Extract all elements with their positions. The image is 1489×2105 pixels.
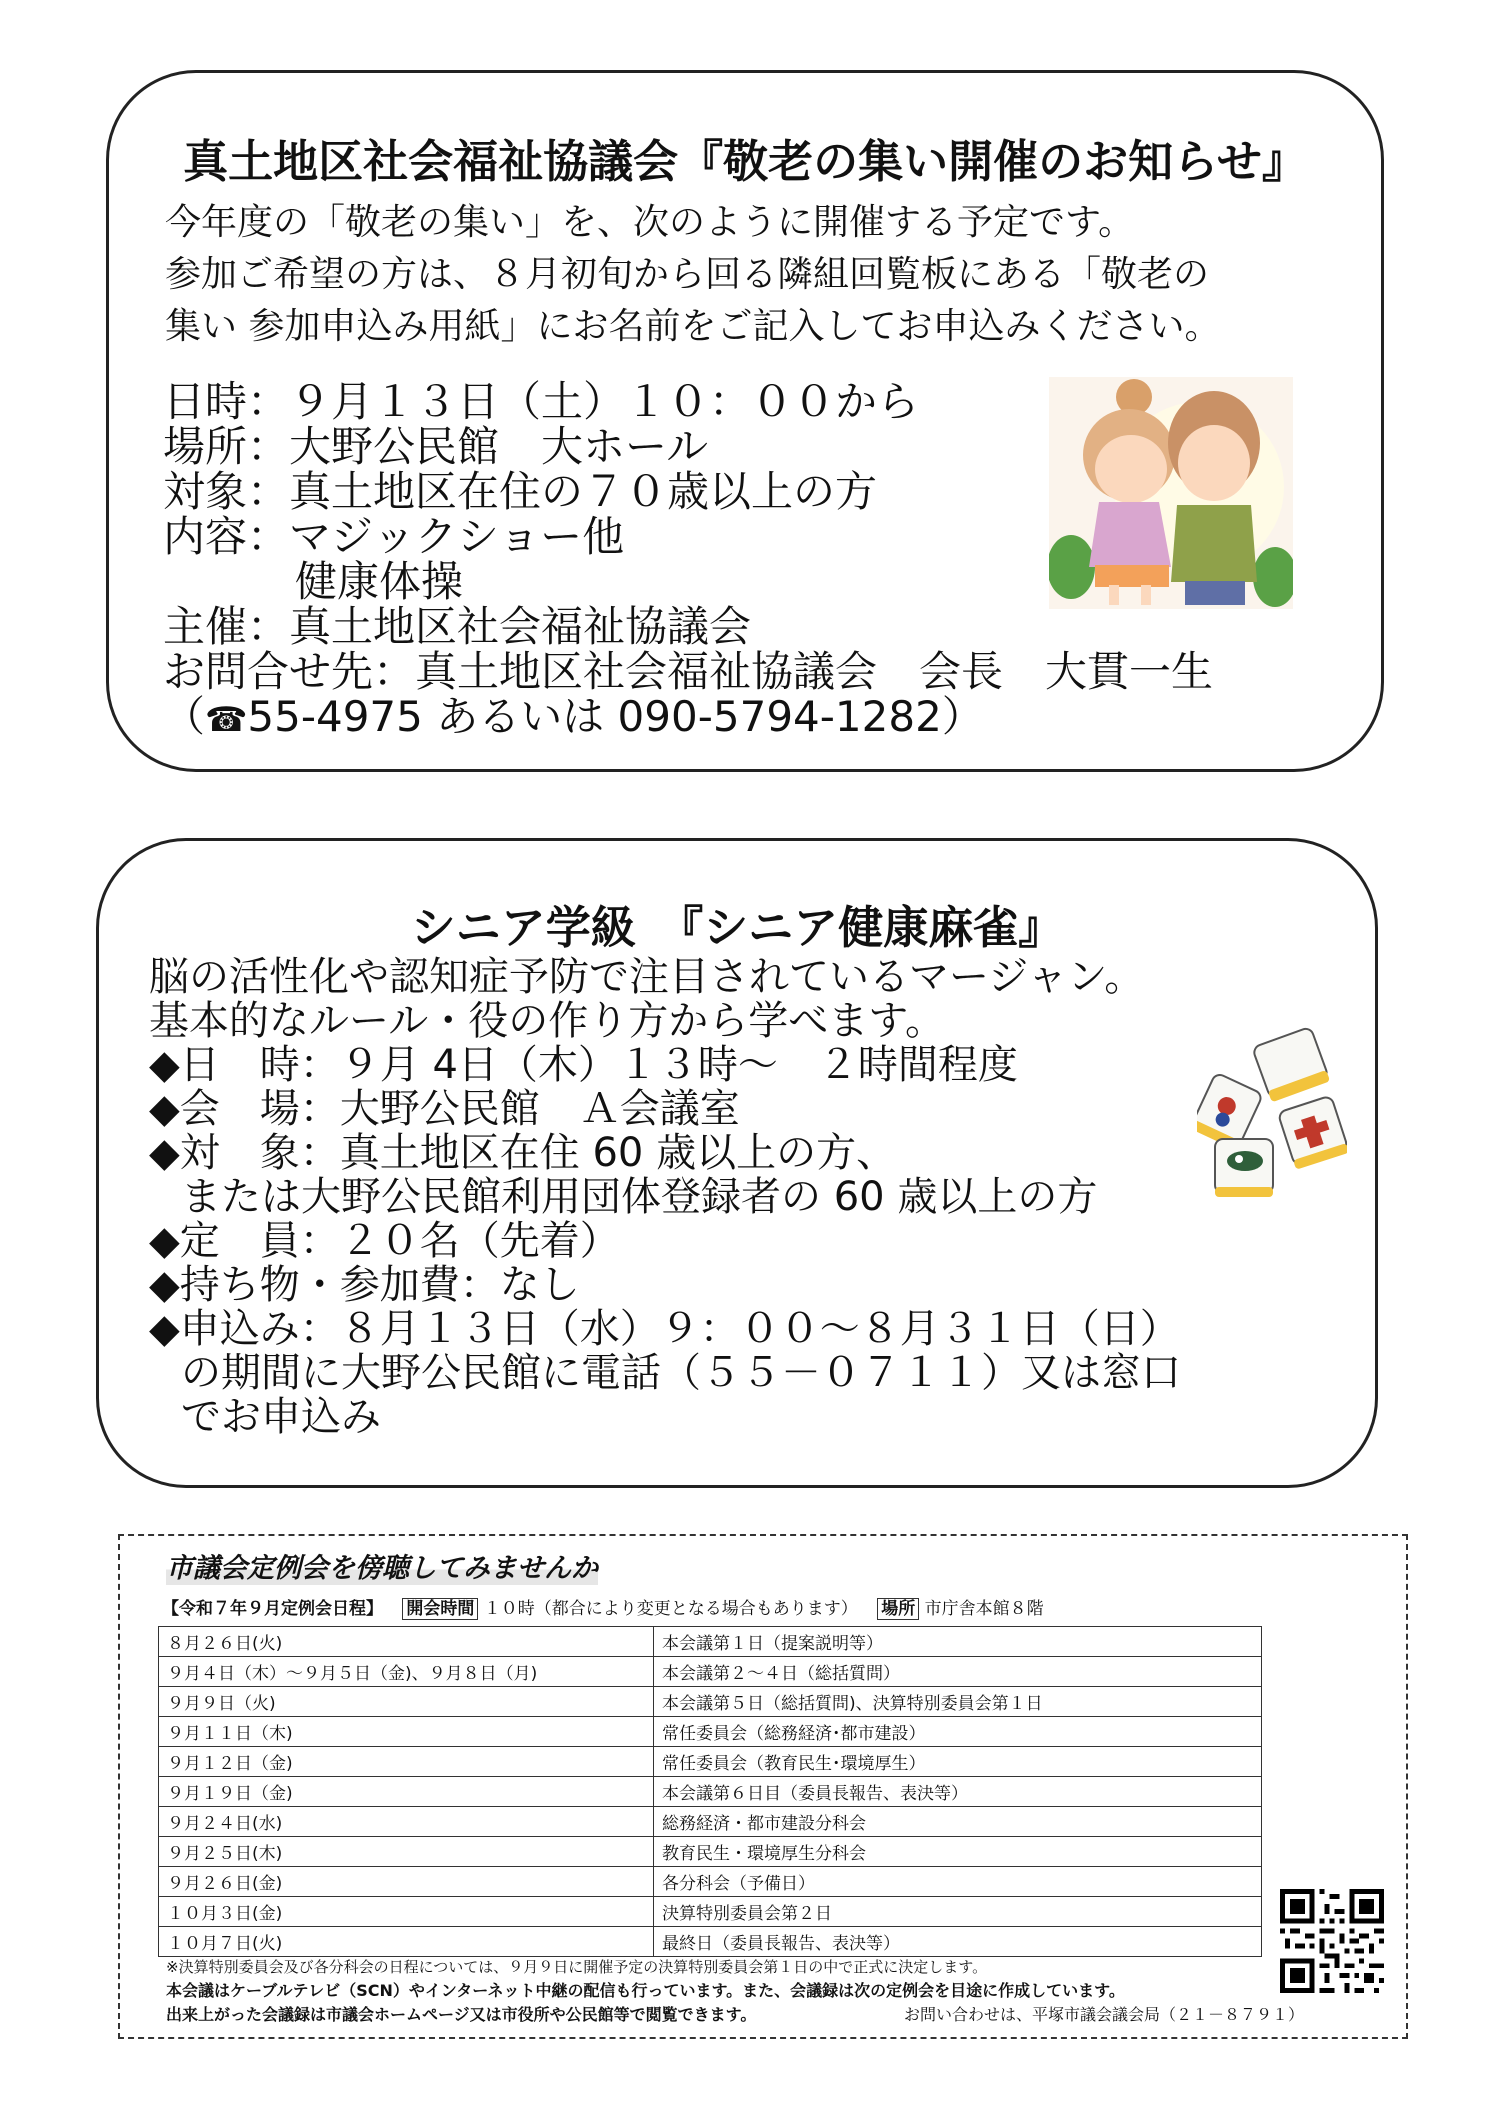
row-event: 本会議第５日（総括質問)、決算特別委員会第１日	[654, 1687, 1262, 1717]
mahjong-intro-line: 脳の活性化や認知症予防で注目されているマージャン。	[149, 954, 1145, 1000]
mahjong-target: ◆対 象：真土地区在住 60 歳以上の方、	[149, 1130, 897, 1176]
keiro-phone: 55-4975 あるいは 090-5794-1282）	[247, 692, 984, 741]
table-row	[159, 1627, 1262, 1657]
mahjong-apply-extra: の期間に大野公民館に電話（５５－０７１１）又は窓口	[181, 1350, 1181, 1396]
mahjong-datetime: ◆日 時：９月 4日（木）１３時～ ２時間程度	[149, 1042, 1018, 1088]
keiro-target: 対象：真土地区在住の７０歳以上の方	[163, 467, 878, 516]
mahjong-intro-line: 基本的なルール・役の作り方から学べます。	[149, 998, 945, 1044]
row-event: 各分科会（予備日）	[654, 1867, 1262, 1897]
keiro-venue: 場所：大野公民館 大ホール	[163, 422, 709, 471]
table-row	[159, 1837, 1262, 1867]
mahjong-capacity: ◆定 員：２０名（先着）	[149, 1218, 620, 1264]
keiro-datetime: 日時：９月１３日（土）１０：００から	[163, 377, 920, 426]
row-date: １０月７日(火)	[159, 1927, 654, 1957]
keiro-notice-box	[106, 70, 1384, 772]
keiro-host: 主催：真土地区社会福祉協議会	[163, 602, 752, 651]
table-row	[159, 1807, 1262, 1837]
keiro-intro-line: 集い 参加申込み用紙」にお名前をご記入してお申込みください。	[165, 306, 1221, 347]
schedule-note: ※決算特別委員会及び各分科会の日程については、９月９日に開催予定の決算特別委員会第１日の中で正式に決定します。	[166, 1958, 988, 1976]
row-date: ９月１２日（金)	[159, 1747, 654, 1777]
city-assembly-section	[118, 1534, 1408, 2039]
row-date: ９月４日（木）～９月５日（金)、９月８日（月)	[159, 1657, 654, 1687]
keiro-content-extra: 健康体操	[295, 557, 464, 606]
place-text: 市庁舎本館８階	[924, 1599, 1044, 1619]
row-date: ９月２４日(水)	[159, 1807, 654, 1837]
table-row	[159, 1717, 1262, 1747]
row-event: 総務経済・都市建設分科会	[654, 1807, 1262, 1837]
row-date: ９月１９日（金)	[159, 1777, 654, 1807]
keiro-intro-line: 参加ご希望の方は、８月初旬から回る隣組回覧板にある「敬老の	[165, 254, 1210, 295]
row-event: 本会議第６日目（委員長報告、表決等）	[654, 1777, 1262, 1807]
row-event: 本会議第２～４日（総括質問）	[654, 1657, 1262, 1687]
mahjong-fee: ◆持ち物・参加費：なし	[149, 1262, 580, 1308]
schedule-label: 【令和７年９月定例会日程】	[162, 1599, 383, 1619]
row-date: ９月２５日(木)	[159, 1837, 654, 1867]
mahjong-target-extra: または大野公民館利用団体登録者の 60 歳以上の方	[181, 1174, 1098, 1220]
minutes-note: 出来上がった会議録は市議会ホームページ又は市役所や公民館等で閲覧できます。	[166, 2005, 757, 2024]
row-event: 常任委員会（総務経済･都市建設）	[654, 1717, 1262, 1747]
mahjong-apply-extra: でお申込み	[181, 1394, 381, 1440]
phone-icon: ☎	[205, 700, 248, 740]
phone-paren: （	[163, 692, 206, 741]
mahjong-tiles-illustration	[1197, 1021, 1347, 1201]
broadcast-note: 本会議はケーブルテレビ（SCN）やインターネット中継の配信も行っています。また、会議録は次の定例会を目途に作成しています。	[166, 1981, 1125, 2000]
mahjong-notice-box	[96, 838, 1378, 1488]
keiro-title: 真土地区社会福祉協議会『敬老の集い開催のお知らせ』	[183, 135, 1307, 188]
mahjong-intro	[149, 955, 1144, 1043]
keiro-intro-line: 今年度の「敬老の集い」を、次のように開催する予定です。	[165, 202, 1135, 243]
row-date: １０月３日(金)	[159, 1897, 654, 1927]
place-tag: 場所	[877, 1598, 919, 1620]
assembly-heading: 市議会定例会を傍聴してみませんか	[166, 1546, 598, 1585]
table-row	[159, 1927, 1262, 1957]
schedule-table	[158, 1626, 1262, 1957]
row-date: ９月９日（火)	[159, 1687, 654, 1717]
row-date: ９月２６日(金)	[159, 1867, 654, 1897]
table-row	[159, 1777, 1262, 1807]
keiro-contact: お問合せ先：真土地区社会福祉協議会 会長 大貫一生	[163, 647, 1214, 696]
keiro-content: 内容：マジックショー他	[163, 512, 625, 561]
table-row	[159, 1687, 1262, 1717]
row-event: 決算特別委員会第２日	[654, 1897, 1262, 1927]
table-row	[159, 1657, 1262, 1687]
table-row	[159, 1867, 1262, 1897]
row-date: ８月２６日(火)	[159, 1627, 654, 1657]
mahjong-details	[149, 1043, 1181, 1439]
assembly-meta-row	[162, 1594, 1044, 1619]
table-row	[159, 1897, 1262, 1927]
row-event: 教育民生・環境厚生分科会	[654, 1837, 1262, 1867]
elderly-couple-illustration	[1049, 377, 1293, 609]
qr-code	[1280, 1889, 1384, 1993]
table-row	[159, 1747, 1262, 1777]
mahjong-venue: ◆会 場：大野公民館 Ａ会議室	[149, 1086, 740, 1132]
keiro-intro	[165, 197, 1220, 353]
keiro-phone-line	[163, 694, 1213, 743]
mahjong-apply: ◆申込み：８月１３日（水）９：００～８月３１日（日）	[149, 1306, 1180, 1352]
time-tag: 開会時間	[402, 1598, 478, 1620]
row-date: ９月１１日（木)	[159, 1717, 654, 1747]
row-event: 本会議第１日（提案説明等）	[654, 1627, 1262, 1657]
row-event: 最終日（委員長報告、表決等）	[654, 1927, 1262, 1957]
mahjong-title: シニア学級 『シニア健康麻雀』	[410, 901, 1064, 954]
row-event: 常任委員会（教育民生･環境厚生）	[654, 1747, 1262, 1777]
time-text: １０時（都合により変更となる場合もあります）	[483, 1599, 858, 1619]
assembly-contact: お問い合わせは、平塚市議会議会局（２１－８７９１）	[904, 2005, 1305, 2024]
